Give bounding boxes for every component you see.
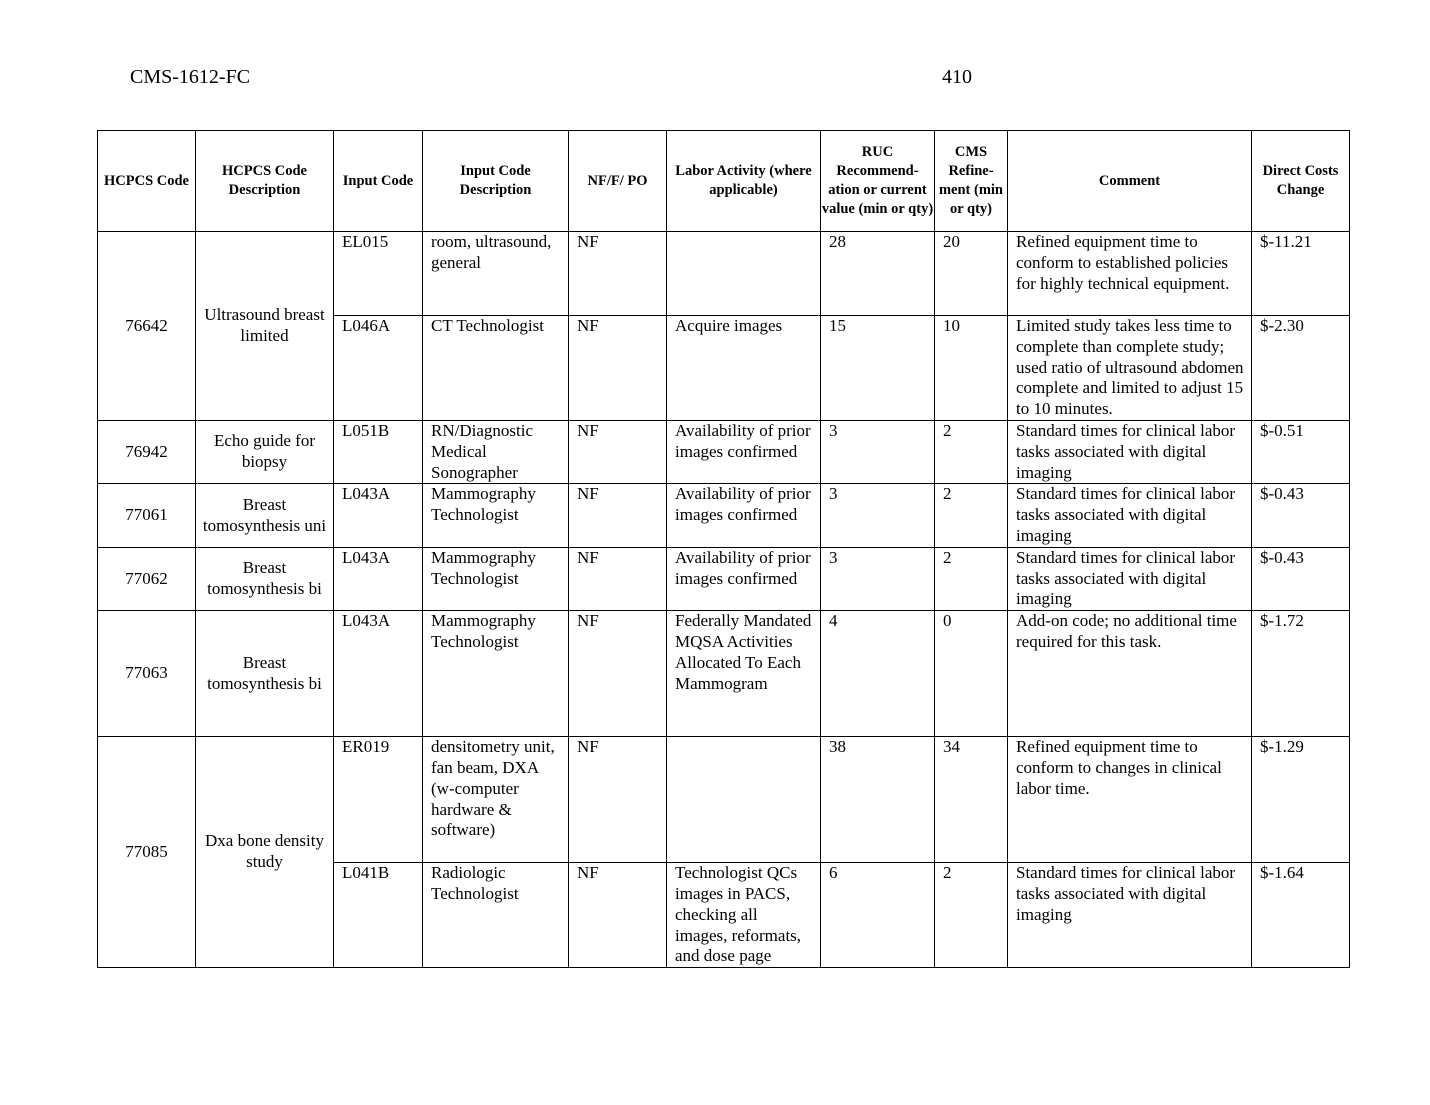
input-code-cell: L043A <box>334 484 423 547</box>
table-row <box>98 737 1350 863</box>
col-header-cms-refinement: CMS Refine-ment (min or qty) <box>935 131 1008 232</box>
nf-cell: NF <box>569 737 667 863</box>
hcpcs-description-cell: Echo guide for biopsy <box>196 421 334 484</box>
labor-activity-cell <box>667 232 821 316</box>
nf-cell: NF <box>569 547 667 610</box>
hcpcs-description-cell: Breast tomosynthesis uni <box>196 484 334 547</box>
col-header-hcpcs-code: HCPCS Code <box>98 131 196 232</box>
labor-activity-cell: Technologist QCs images in PACS, checking all images, reformats, and dose page <box>667 863 821 968</box>
direct-cost-change-cell: $-1.29 <box>1252 737 1350 863</box>
cms-refinement-cell: 0 <box>935 611 1008 737</box>
direct-cost-change-cell: $-1.72 <box>1252 611 1350 737</box>
cms-refinement-cell: 2 <box>935 863 1008 968</box>
ruc-value-cell: 15 <box>821 316 935 421</box>
labor-activity-cell: Availability of prior images confirmed <box>667 421 821 484</box>
labor-activity-cell: Acquire images <box>667 316 821 421</box>
cms-refinement-cell: 34 <box>935 737 1008 863</box>
comment-cell: Standard times for clinical labor tasks associated with digital imaging <box>1008 484 1252 547</box>
col-header-input-description: Input Code Description <box>423 131 569 232</box>
input-description-cell: Radiologic Technologist <box>423 863 569 968</box>
input-description-cell: RN/Diagnostic Medical Sonographer <box>423 421 569 484</box>
direct-cost-change-cell: $-2.30 <box>1252 316 1350 421</box>
table-header <box>98 131 1350 232</box>
nf-cell: NF <box>569 421 667 484</box>
labor-activity-cell: Availability of prior images confirmed <box>667 484 821 547</box>
hcpcs-code-cell: 77062 <box>98 547 196 610</box>
col-header-hcpcs-description: HCPCS Code Description <box>196 131 334 232</box>
comment-cell: Refined equipment time to conform to changes in clinical labor time. <box>1008 737 1252 863</box>
ruc-value-cell: 3 <box>821 421 935 484</box>
input-code-cell: L043A <box>334 611 423 737</box>
hcpcs-code-cell: 76942 <box>98 421 196 484</box>
direct-cost-change-cell: $-0.43 <box>1252 484 1350 547</box>
comment-cell: Limited study takes less time to complete than complete study; used ratio of ultrasound abdomen complete and limited to adjust 15 to 10 minutes. <box>1008 316 1252 421</box>
hcpcs-code-cell: 76642 <box>98 232 196 421</box>
hcpcs-description-cell: Ultrasound breast limited <box>196 232 334 421</box>
cms-refinement-cell: 20 <box>935 232 1008 316</box>
ruc-value-cell: 4 <box>821 611 935 737</box>
hcpcs-code-cell: 77061 <box>98 484 196 547</box>
hcpcs-description-cell: Dxa bone density study <box>196 737 334 968</box>
hcpcs-description-cell: Breast tomosynthesis bi <box>196 547 334 610</box>
cms-refinement-cell: 2 <box>935 421 1008 484</box>
table-row <box>98 547 1350 610</box>
document-id: CMS-1612-FC <box>130 66 251 88</box>
nf-cell: NF <box>569 863 667 968</box>
input-code-cell: L041B <box>334 863 423 968</box>
col-header-ruc-recommendation: RUC Recommend-ation or current value (min or qty) <box>821 131 935 232</box>
cms-refinement-cell: 10 <box>935 316 1008 421</box>
col-header-comment: Comment <box>1008 131 1252 232</box>
labor-activity-cell <box>667 737 821 863</box>
page-number: 410 <box>942 66 972 88</box>
comment-cell: Standard times for clinical labor tasks associated with digital imaging <box>1008 547 1252 610</box>
input-code-cell: EL015 <box>334 232 423 316</box>
header-row <box>98 131 1350 232</box>
comment-cell: Refined equipment time to conform to established policies for highly technical equipment. <box>1008 232 1252 316</box>
labor-activity-cell: Federally Mandated MQSA Activities Allocated To Each Mammogram <box>667 611 821 737</box>
practice-expense-table <box>97 130 1350 968</box>
input-description-cell: Mammography Technologist <box>423 611 569 737</box>
nf-cell: NF <box>569 484 667 547</box>
hcpcs-code-cell: 77085 <box>98 737 196 968</box>
table-body <box>98 232 1350 968</box>
ruc-value-cell: 6 <box>821 863 935 968</box>
ruc-value-cell: 3 <box>821 484 935 547</box>
comment-cell: Add-on code; no additional time required for this task. <box>1008 611 1252 737</box>
labor-activity-cell: Availability of prior images confirmed <box>667 547 821 610</box>
col-header-nf-f-po: NF/F/ PO <box>569 131 667 232</box>
input-code-cell: L051B <box>334 421 423 484</box>
input-description-cell: CT Technologist <box>423 316 569 421</box>
col-header-input-code: Input Code <box>334 131 423 232</box>
input-description-cell: Mammography Technologist <box>423 547 569 610</box>
ruc-value-cell: 38 <box>821 737 935 863</box>
ruc-value-cell: 28 <box>821 232 935 316</box>
input-code-cell: ER019 <box>334 737 423 863</box>
input-description-cell: Mammography Technologist <box>423 484 569 547</box>
hcpcs-code-cell: 77063 <box>98 611 196 737</box>
table-row <box>98 232 1350 316</box>
direct-cost-change-cell: $-1.64 <box>1252 863 1350 968</box>
direct-cost-change-cell: $-0.51 <box>1252 421 1350 484</box>
hcpcs-description-cell: Breast tomosynthesis bi <box>196 611 334 737</box>
input-description-cell: room, ultrasound, general <box>423 232 569 316</box>
col-header-labor-activity: Labor Activity (where applicable) <box>667 131 821 232</box>
input-code-cell: L043A <box>334 547 423 610</box>
input-code-cell: L046A <box>334 316 423 421</box>
table-row <box>98 484 1350 547</box>
comment-cell: Standard times for clinical labor tasks associated with digital imaging <box>1008 863 1252 968</box>
comment-cell: Standard times for clinical labor tasks associated with digital imaging <box>1008 421 1252 484</box>
nf-cell: NF <box>569 611 667 737</box>
input-description-cell: densitometry unit, fan beam, DXA (w-computer hardware & software) <box>423 737 569 863</box>
nf-cell: NF <box>569 232 667 316</box>
ruc-value-cell: 3 <box>821 547 935 610</box>
table-row <box>98 611 1350 737</box>
cms-refinement-cell: 2 <box>935 484 1008 547</box>
nf-cell: NF <box>569 316 667 421</box>
col-header-direct-costs-change: Direct Costs Change <box>1252 131 1350 232</box>
direct-cost-change-cell: $-0.43 <box>1252 547 1350 610</box>
cms-refinement-cell: 2 <box>935 547 1008 610</box>
direct-cost-change-cell: $-11.21 <box>1252 232 1350 316</box>
table-row <box>98 421 1350 484</box>
